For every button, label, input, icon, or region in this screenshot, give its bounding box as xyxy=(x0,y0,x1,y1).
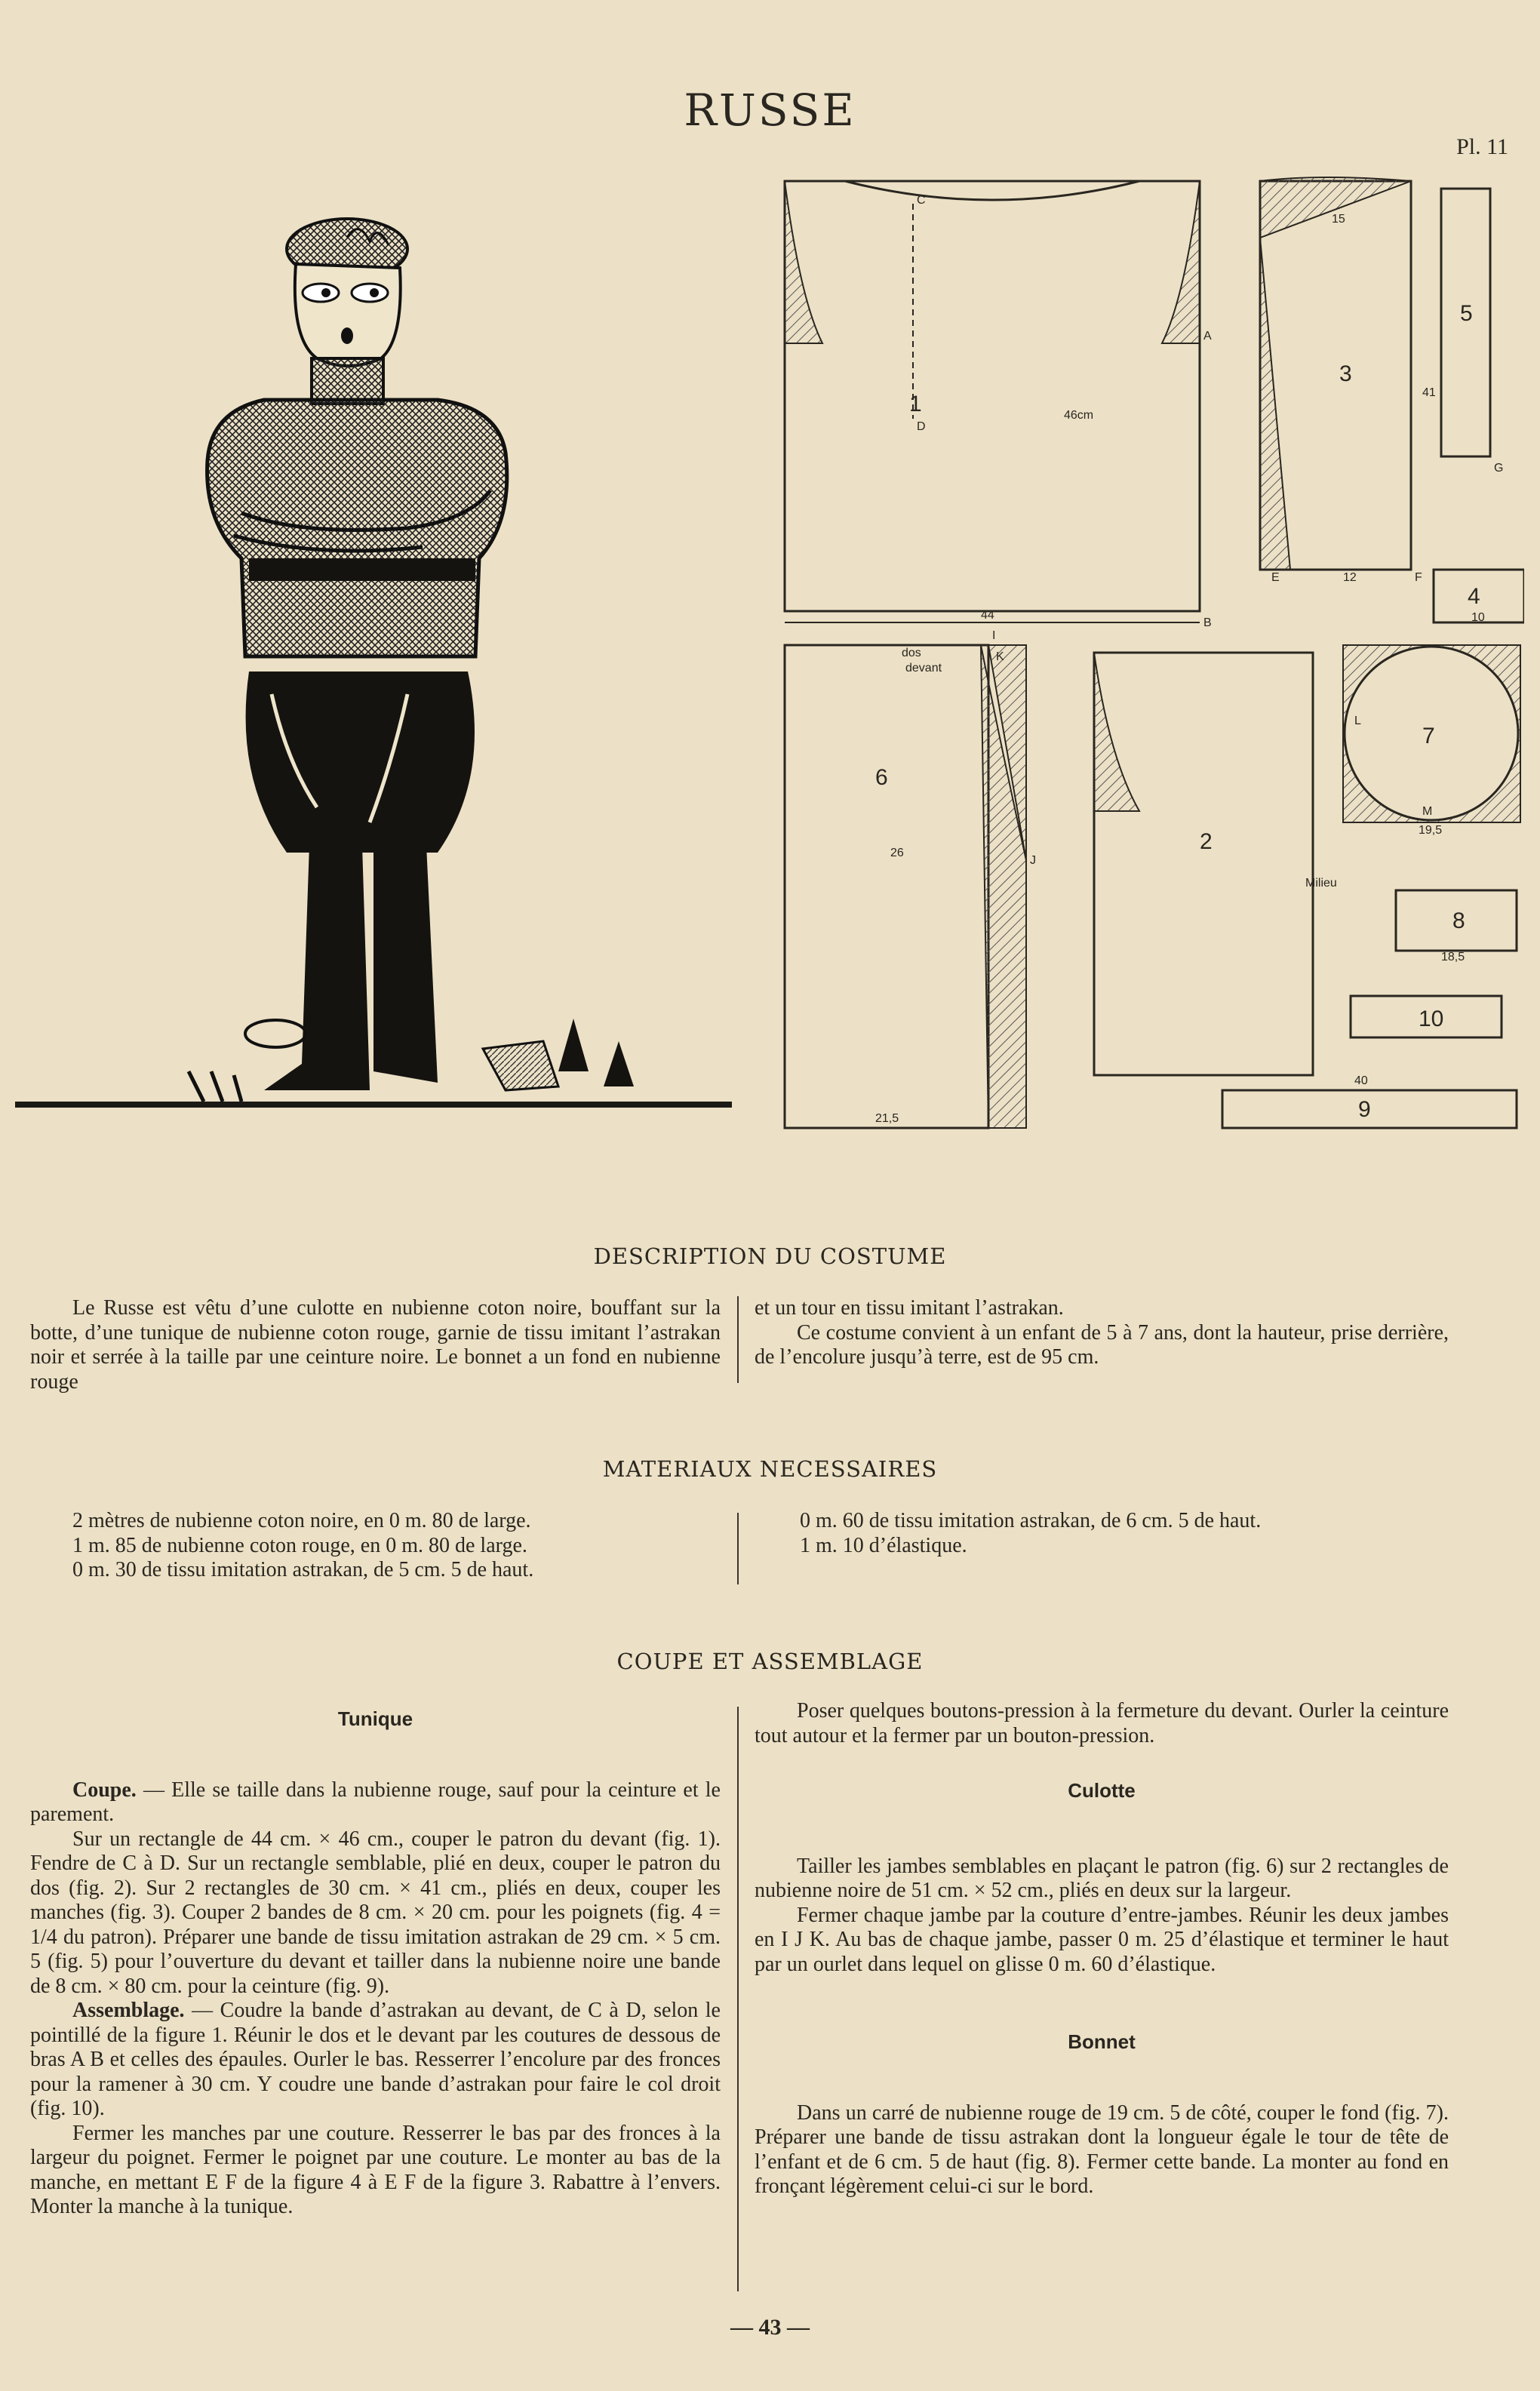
pattern-diagram xyxy=(777,170,1524,1143)
fig10-label: 10 xyxy=(1419,1006,1444,1031)
point-d: D xyxy=(917,420,926,433)
measure-46: 46cm xyxy=(1064,409,1094,422)
fig9-label: 9 xyxy=(1358,1097,1371,1122)
materials-right: 0 m. 60 de tissu imitation astrakan, de 6 cm. 5 de haut. 1 m. 10 d’élastique. xyxy=(800,1509,1262,1557)
dos-label: dos xyxy=(902,647,921,659)
column-divider xyxy=(737,1513,739,1584)
point-j: J xyxy=(1030,854,1036,867)
measure-41: 41 xyxy=(1422,386,1436,399)
fig2-outline xyxy=(1094,653,1313,1075)
bonnet-heading: Bonnet xyxy=(1068,2030,1136,2053)
tunic xyxy=(207,400,507,656)
measure-12: 12 xyxy=(1343,571,1357,584)
culotte-heading: Culotte xyxy=(1068,1779,1136,1802)
point-i: I xyxy=(992,629,996,642)
point-e: E xyxy=(1271,571,1280,584)
milieu-label: Milieu xyxy=(1305,877,1337,890)
fig1-armhole xyxy=(785,181,822,343)
fig1-outline xyxy=(785,181,1200,611)
point-f: F xyxy=(1415,571,1422,584)
fig1-label: 1 xyxy=(909,392,922,416)
measure-10: 10 xyxy=(1471,611,1485,624)
fig6-outline xyxy=(785,645,988,1128)
fig4-label: 4 xyxy=(1468,584,1480,609)
point-a: A xyxy=(1203,330,1212,343)
ground-line xyxy=(15,1102,732,1108)
measure-44: 44 xyxy=(981,609,994,622)
measure-19: 19,5 xyxy=(1419,824,1443,837)
measure-21: 21,5 xyxy=(875,1112,899,1125)
materials-heading: MATERIAUX NECESSAIRES xyxy=(602,1456,938,1482)
measure-15: 15 xyxy=(1332,213,1345,226)
description-right: et un tour en tissu imitant l’astrakan. Ce costume convient à un enfant de 5 à 7 ans, dont la hauteur, prise derrière, de l’encolure jusqu’à terre, est de 95 cm. xyxy=(755,1296,1449,1369)
plate-number: Pl. 11 xyxy=(1456,134,1508,159)
column-divider xyxy=(737,1296,739,1383)
point-c: C xyxy=(917,194,926,207)
assembly-heading: COUPE ET ASSEMBLAGE xyxy=(616,1649,924,1674)
trousers xyxy=(246,672,475,853)
description-left: Le Russe est vêtu d’une culotte en nubienne coton noire, bouffant sur la botte, d’une tunique de nubienne coton rouge, garnie de tissu imitant l’astrakan noir et serrée à la taille par une ceinture noire. Le bonnet a un fond en nubienne rouge xyxy=(30,1296,721,1394)
tunique-heading: Tunique xyxy=(337,1707,413,1730)
point-b: B xyxy=(1203,616,1212,629)
assemblage-label: Assemblage. xyxy=(72,1999,185,2022)
page-title: RUSSE xyxy=(684,85,856,136)
fig2-label: 2 xyxy=(1200,829,1213,854)
russian-boy-illustration xyxy=(15,204,732,1139)
devant-label: devant xyxy=(905,662,942,675)
point-m: M xyxy=(1422,805,1433,818)
fig7-label: 7 xyxy=(1422,724,1435,748)
boots xyxy=(264,845,438,1090)
fig5-label: 5 xyxy=(1460,301,1473,326)
measure-26: 26 xyxy=(890,847,904,859)
measure-18: 18,5 xyxy=(1441,951,1465,963)
fig8-label: 8 xyxy=(1452,908,1465,933)
measure-40: 40 xyxy=(1354,1074,1368,1087)
fig6-label: 6 xyxy=(875,765,888,790)
right-assembly-column: Poser quelques boutons-pression à la fermeture du devant. Ourler la ceinture tout autour et la fermer par un bouton-pression. Culotte Tailler les jambes semblables en plaçant le patron (fig. 6) sur 2 rectangles de nubienne noire de 51 cm. × 52 cm., pliés en deux sur la largeur. Fermer chaque jambe par la couture d’entre-jambes. Réunir les deux jambes en I J K. Au bas de chaque jambe, passer 0 m. 25 d’élastique et terminer le haut par un ourlet dans lequel on glisse 0 m. 60 d’élastique. Bonnet Dans un carré de nubienne rouge de 19 cm. 5 de côté, couper le fond (fig. 7). Préparer une bande de tissu astrakan dont la longueur égale le tour de tête de l’enfant et de 6 cm. 5 de haut (fig. 8). Fermer cette bande. La monter au fond en fronçant légèrement celui-ci sur le bord. xyxy=(755,1699,1449,2198)
description-heading: DESCRIPTION DU COSTUME xyxy=(593,1243,947,1269)
column-divider xyxy=(737,1707,739,2291)
coupe-label: Coupe. xyxy=(72,1778,137,1802)
fig3-label: 3 xyxy=(1339,361,1352,386)
page-number: — 43 — xyxy=(730,2315,810,2340)
point-k: K xyxy=(996,650,1004,663)
point-l: L xyxy=(1354,715,1361,727)
tunique-column: Tunique Coupe. — Elle se taille dans la nubienne rouge, sauf pour la ceinture et le parement. Sur un rectangle de 44 cm. × 46 cm., couper le patron du devant (fig. 1). Fendre de C à D. Sur un rectangle semblable, plié en deux, couper le patron du dos (fig. 2). Sur 2 rectangles de 30 cm. × 41 cm., pliés en deux, couper les manches (fig. 3). Couper 2 bandes de 8 cm. × 20 cm. pour les poignets (fig. 4 = 1/4 du patron). Préparer une bande de tissu imitation astrakan de 29 cm. × 5 cm. 5 (fig. 5) pour l’ouverture du devant et tailler dans la nubienne noire une bande de 8 cm. × 80 cm. pour la ceinture (fig. 9). Assemblage. — Coudre la bande d’astrakan au devant, de C à D, selon le pointillé de la figure 1. Réunir le dos et le devant par les coutures de dessous de bras A B et celles des épaules. Ourler le bas. Resserrer l’encolure par des fronces pour la ramener à 30 cm. Y coudre une bande d’astrakan pour faire le col droit (fig. 10). Fermer les manches par une couture. Resserrer le bas par des fronces à la largeur du poignet. Fermer le poignet par une couture. Le monter au bas de la manche, en mettant E F de la figure 4 à E F de la figure 3. Rabattre à l’envers. Monter la manche à la tunique. xyxy=(30,1707,721,2218)
materials-left: 2 mètres de nubienne coton noire, en 0 m. 80 de large. 1 m. 85 de nubienne coton rouge, en 0 m. 80 de large. 0 m. 30 de tissu imitation astrakan, de 5 cm. 5 de haut. xyxy=(72,1509,534,1581)
point-g: G xyxy=(1494,462,1504,475)
head xyxy=(295,264,401,366)
